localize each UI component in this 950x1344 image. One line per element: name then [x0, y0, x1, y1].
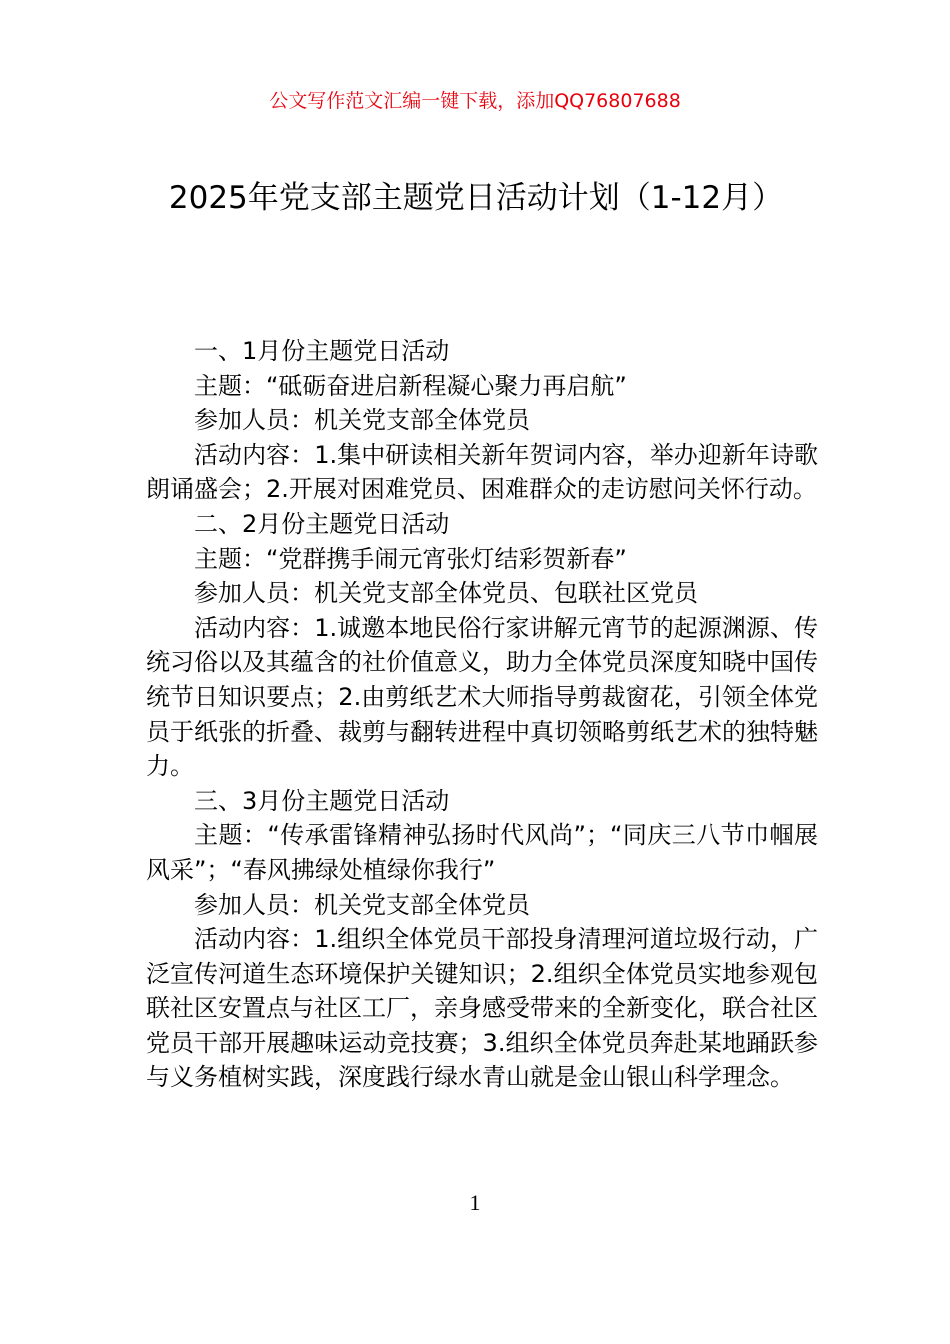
- activities-march: 活动内容：1.组织全体党员干部投身清理河道垃圾行动，广泛宣传河道生态环境保护关键知识；2.组织全体党员实地参观包联社区安置点与社区工厂，亲身感受带来的全新变化，联合社区党员干部开展趣味运动竞技赛；3.组织全体党员奔赴某地踊跃参与义务植树实践，深度践行绿水青山就是金山银山科学理念。: [146, 925, 818, 1092]
- participants-january: 参加人员：机关党支部全体党员: [194, 406, 530, 435]
- theme-march: 主题：“传承雷锋精神弘扬时代风尚”；“同庆三八节巾帼展风采”；“春风拂绿处植绿你我行”: [146, 821, 818, 884]
- section-heading-january: 一、1月份主题党日活动: [194, 337, 450, 365]
- participants-march: 参加人员：机关党支部全体党员: [194, 890, 530, 919]
- activities-february: 活动内容：1.诚邀本地民俗行家讲解元宵节的起源渊源、传统习俗以及其蕴含的社价值意义，助力全体党员深度知晓中国传统节日知识要点；2.由剪纸艺术大师指导剪裁窗花，引领全体党员于纸张的折叠、裁剪与翻转进程中真切领略剪纸艺术的独特魅力。: [146, 613, 818, 781]
- section-heading-march: 三、3月份主题党日活动: [194, 786, 450, 815]
- theme-january: 主题：“砥砺奋进启新程凝心聚力再启航”: [194, 371, 627, 400]
- activities-january: 活动内容：1.集中研读相关新年贺词内容，举办迎新年诗歌朗诵盛会；2.开展对困难党员、困难群众的走访慰问关怀行动。: [146, 440, 818, 504]
- section-heading-february: 二、2月份主题党日活动: [194, 509, 450, 538]
- page-number: 1: [469, 1190, 481, 1215]
- document-title: 2025年党支部主题党日活动计划（1-12月）: [168, 180, 784, 216]
- document-body: [146, 334, 818, 1095]
- participants-february: 参加人员：机关党支部全体党员、包联社区党员: [194, 579, 698, 608]
- theme-february: 主题：“党群携手闹元宵张灯结彩贺新春”: [194, 544, 627, 573]
- header-banner: 公文写作范文汇编一键下载，添加QQ76807688: [269, 90, 681, 112]
